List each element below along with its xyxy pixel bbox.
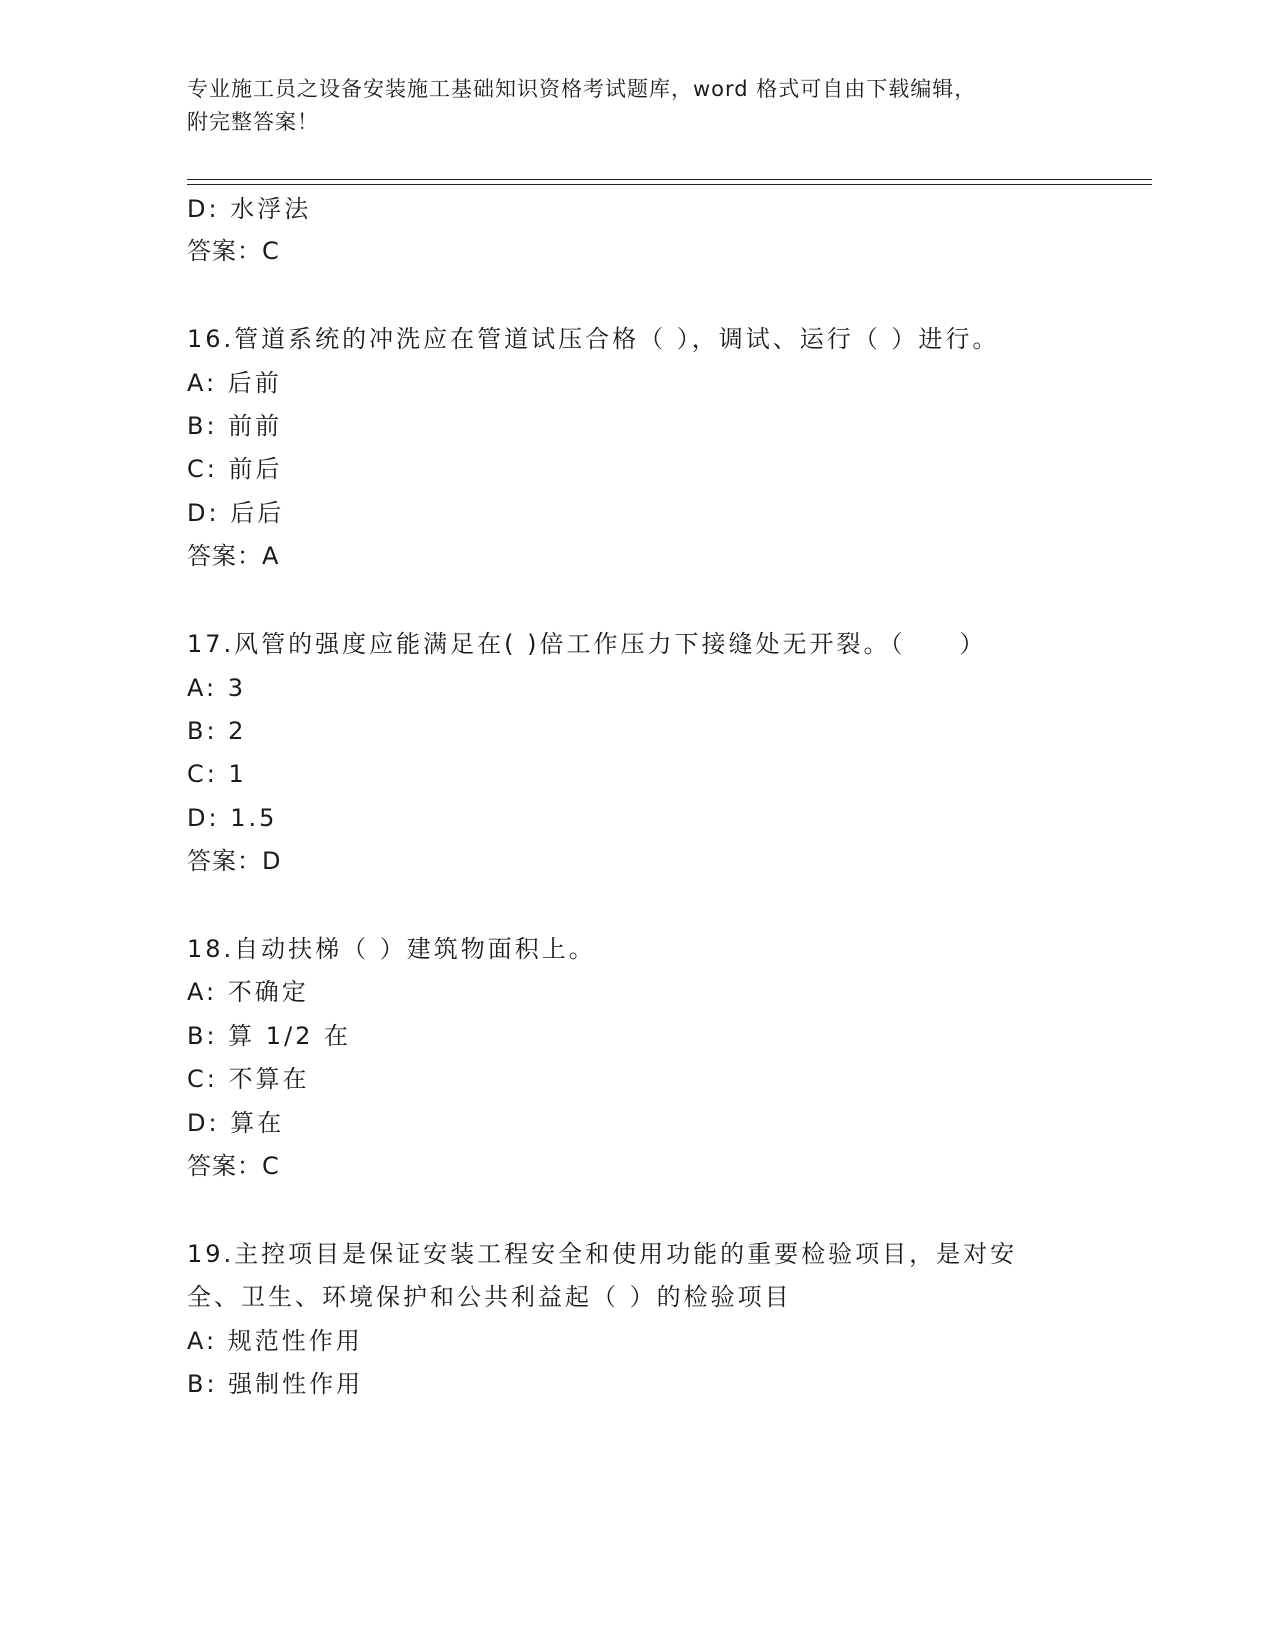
answer: 答案：D [187, 847, 282, 875]
option-c: C: 1 [187, 760, 247, 788]
option-b: B: 强制性作用 [187, 1370, 364, 1398]
question-stem: 16.管道系统的冲洗应在管道试压合格（ ），调试、运行（ ）进行。 [187, 325, 1000, 353]
option-b: B: 前前 [187, 412, 283, 440]
option-d: D: 水浮法 [187, 195, 312, 223]
option-a: A: 规范性作用 [187, 1327, 363, 1355]
option-a: A: 3 [187, 674, 246, 702]
answer: 答案：C [187, 237, 280, 265]
option-d: D: 后后 [187, 499, 285, 527]
question-stem: 17.风管的强度应能满足在( )倍工作压力下接缝处无开裂。（ ） [187, 630, 987, 658]
option-c: C: 不算在 [187, 1065, 310, 1093]
question-stem-line-1: 19.主控项目是保证安装工程安全和使用功能的重要检验项目，是对安 [187, 1240, 1018, 1268]
answer: 答案：C [187, 1152, 280, 1180]
document-header [187, 73, 1087, 139]
answer: 答案：A [187, 542, 280, 570]
option-c: C: 前后 [187, 455, 283, 483]
question-stem-line-2: 全、卫生、环境保护和公共利益起（ ）的检验项目 [187, 1283, 792, 1311]
option-b: B: 算 1/2 在 [187, 1022, 352, 1050]
option-a: A: 后前 [187, 369, 282, 397]
question-stem: 18.自动扶梯（ ）建筑物面积上。 [187, 935, 596, 963]
header-divider-top [187, 179, 1152, 180]
option-d: D: 1.5 [187, 804, 278, 832]
header-line-2: 附完整答案！ [187, 110, 319, 134]
header-line-1: 专业施工员之设备安装施工基础知识资格考试题库，word 格式可自由下载编辑， [187, 77, 977, 101]
header-divider-bottom [187, 184, 1152, 185]
option-a: A: 不确定 [187, 978, 309, 1006]
option-d: D: 算在 [187, 1109, 285, 1137]
option-b: B: 2 [187, 717, 247, 745]
